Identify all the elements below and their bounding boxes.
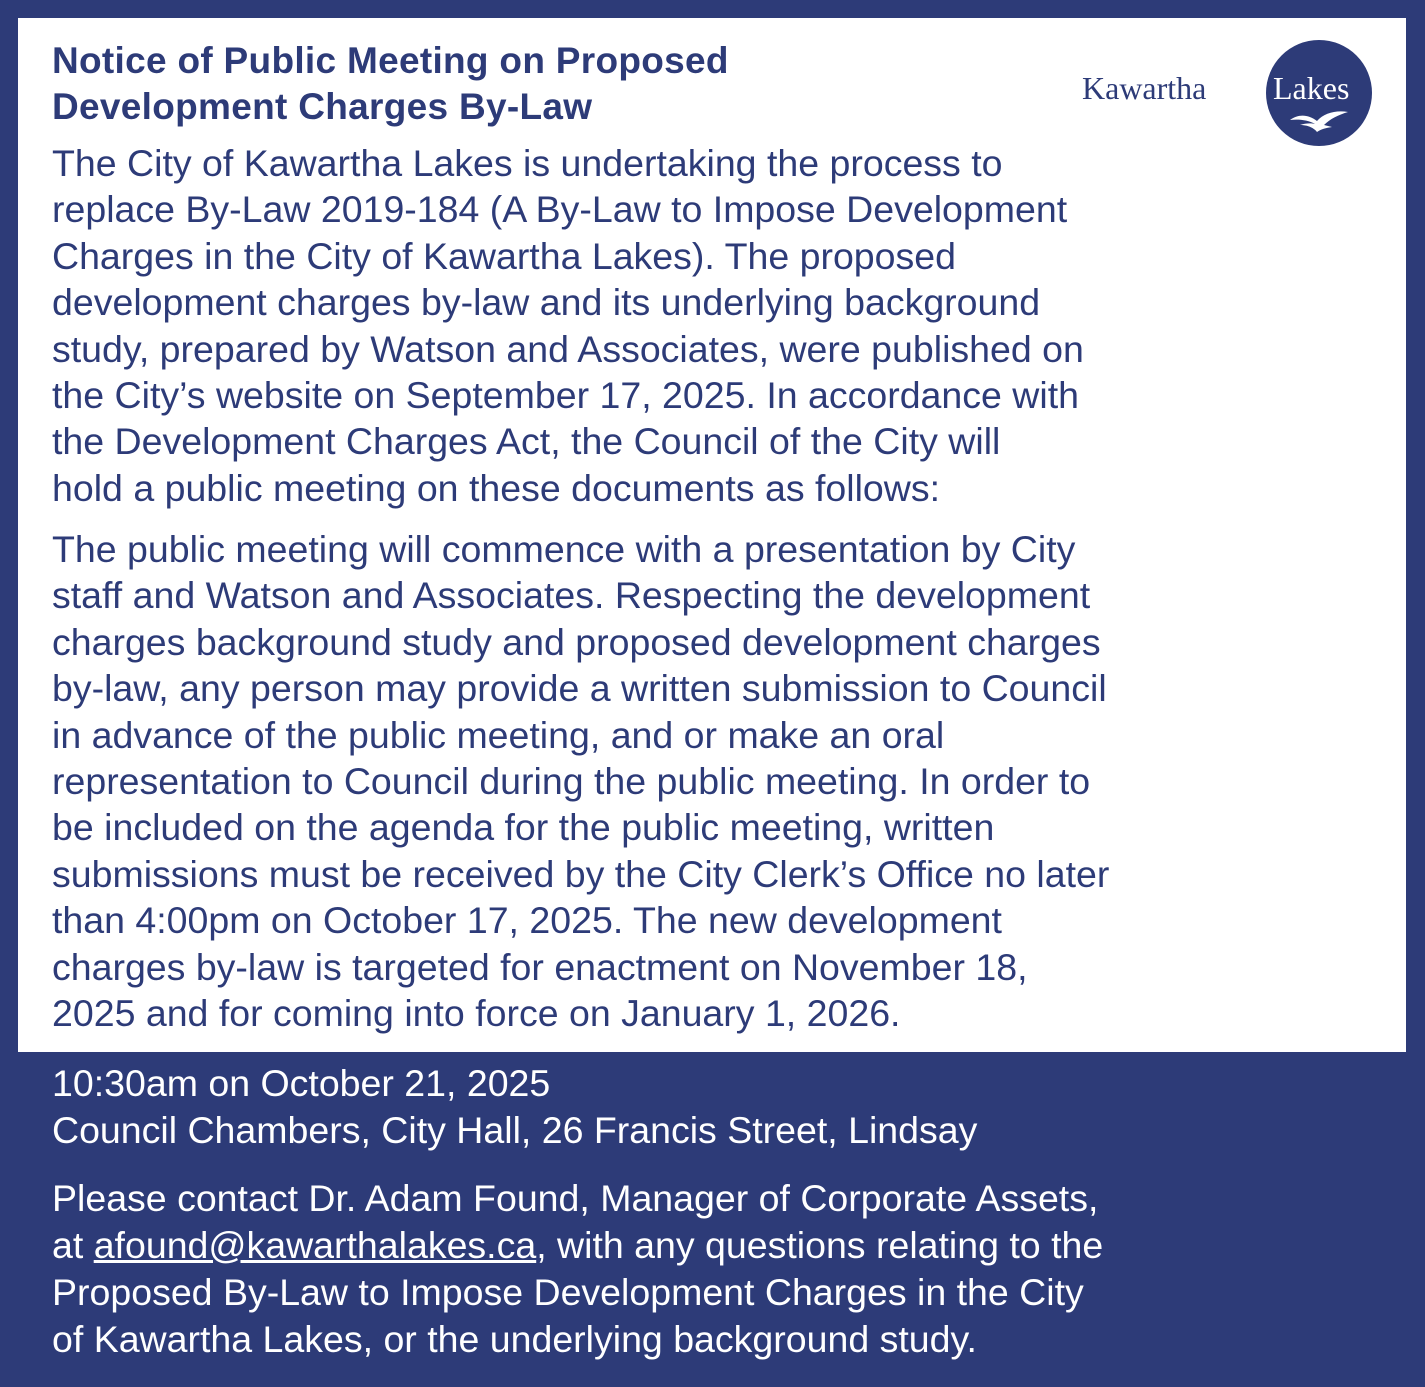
paragraph-line: 2025 and for coming into force on January 1, 2026. [52,992,901,1035]
paragraph-line: by-law, any person may provide a written submission to Council [52,667,1107,710]
logo-word-kawartha: Kawartha [1082,70,1207,106]
title-line: Notice of Public Meeting on Proposed [52,40,729,81]
logo-circle [1266,40,1372,146]
paragraph-line: charges by-law is targeted for enactment on November 18, [52,945,1028,988]
notice-panel [18,18,1406,1052]
bird-icon [1288,108,1350,134]
contact-prefix: at [52,1224,94,1266]
contact-suffix: , with any questions relating to the [536,1224,1104,1266]
notice-paragraph-intro [52,140,1084,511]
paragraph-line: the Development Charges Act, the Council of the City will [52,420,1001,463]
meeting-details [52,1060,977,1154]
paragraph-line: development charges by-law and its underlying background [52,281,1041,324]
paragraph-line: Charges in the City of Kawartha Lakes). The proposed [52,234,956,277]
kawartha-lakes-logo [1082,40,1372,146]
title-line: Development Charges By-Law [52,86,593,127]
contact-info [52,1175,1103,1363]
notice-paragraph-details [52,526,1109,1036]
contact-line: Please contact Dr. Adam Found, Manager of Corporate Assets, [52,1177,1099,1219]
contact-line: of Kawartha Lakes, or the underlying background study. [52,1318,977,1360]
paragraph-line: in advance of the public meeting, and or make an oral [52,713,945,756]
meeting-time: 10:30am on October 21, 2025 [52,1062,551,1104]
paragraph-line: representation to Council during the public meeting. In order to [52,760,1091,803]
meeting-location: Council Chambers, City Hall, 26 Francis Street, Lindsay [52,1109,978,1151]
paragraph-line: submissions must be received by the City Clerk’s Office no later [52,852,1110,895]
paragraph-line: The public meeting will commence with a presentation by City [52,528,1076,570]
contact-line-with-email [52,1222,1103,1269]
paragraph-line: the City’s website on September 17, 2025. In accordance with [52,374,1079,417]
email-link[interactable]: afound@kawarthalakes.ca [93,1224,537,1266]
paragraph-line: The City of Kawartha Lakes is undertaking the process to [52,142,1003,184]
paragraph-line: staff and Watson and Associates. Respecting the development [52,574,1091,617]
paragraph-line: charges background study and proposed development charges [52,620,1101,663]
paragraph-line: be included on the agenda for the public meeting, written [52,806,995,849]
paragraph-line: than 4:00pm on October 17, 2025. The new development [52,899,1002,942]
logo-word-lakes: Lakes [1273,70,1350,106]
contact-line: Proposed By-Law to Impose Development Charges in the City [52,1271,1084,1313]
paragraph-line: replace By-Law 2019-184 (A By-Law to Impose Development [52,188,1068,231]
paragraph-line: hold a public meeting on these documents as follows: [52,466,941,509]
page-title [52,38,729,130]
paragraph-line: study, prepared by Watson and Associates, were published on [52,327,1084,370]
